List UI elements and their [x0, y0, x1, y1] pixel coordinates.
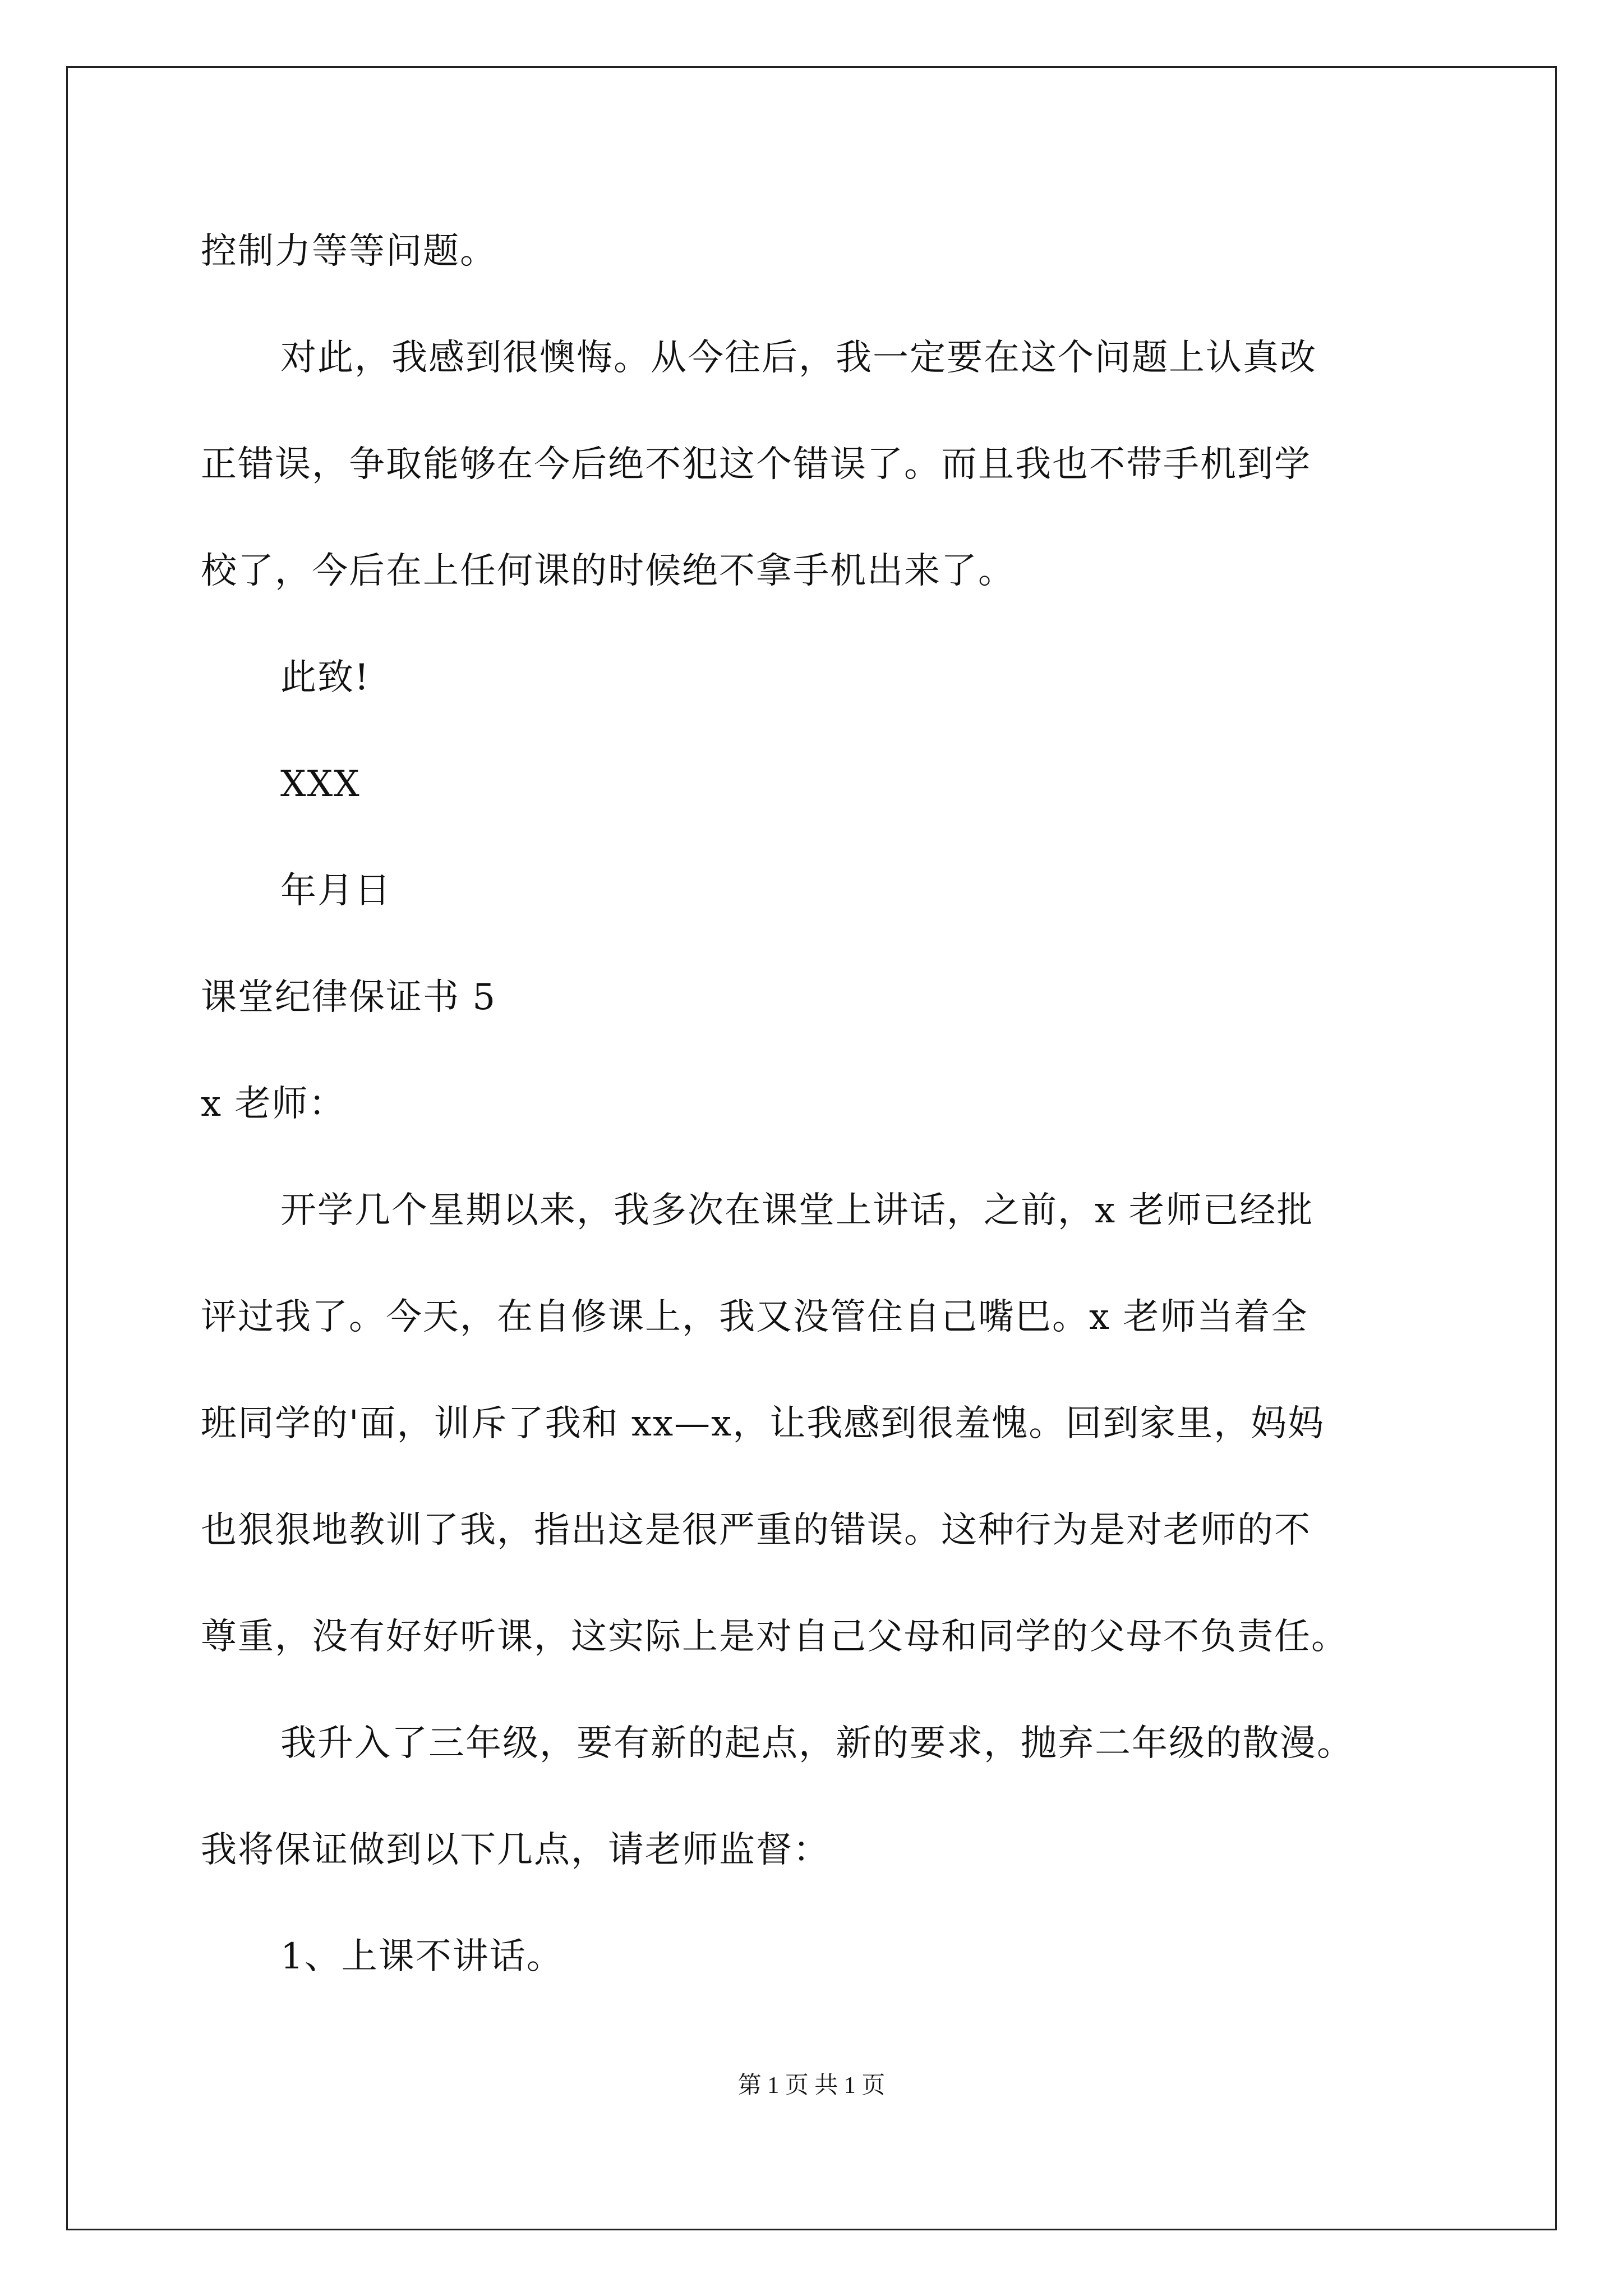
list-item: 1、上课不讲话。 [280, 1936, 564, 1977]
section-title: 课堂纪律保证书 5 [201, 977, 497, 1018]
signature-name: XXX [280, 763, 361, 805]
text-line: 我升入了三年级，要有新的起点，新的要求，抛弃二年级的散漫。 [280, 1723, 1354, 1764]
text-line: 班同学的'面，训斥了我和 xx—x，让我感到很羞愧。回到家里，妈妈 [201, 1403, 1325, 1444]
text-line: 开学几个星期以来，我多次在课堂上讲话，之前，x 老师已经批 [280, 1190, 1314, 1231]
text-line: 我将保证做到以下几点，请老师监督： [201, 1829, 830, 1871]
signature-date: 年月日 [280, 870, 391, 912]
closing-salutation: 此致! [280, 657, 370, 698]
text-line: 评过我了。今天，在自修课上，我又没管住自己嘴巴。x 老师当着全 [201, 1296, 1308, 1338]
text-line: 也狠狠地教训了我，指出这是很严重的错误。这种行为是对老师的不 [201, 1510, 1311, 1551]
text-line: 控制力等等问题。 [201, 231, 497, 272]
salutation: x 老师： [201, 1083, 346, 1125]
page-footer: 第 1 页 共 1 页 [737, 2073, 886, 2099]
text-line: 正错误，争取能够在今后绝不犯这个错误了。而且我也不带手机到学 [201, 444, 1311, 485]
text-line: 校了，今后在上任何课的时候绝不拿手机出来了。 [201, 550, 1015, 592]
text-line: 尊重，没有好好听课，这实际上是对自己父母和同学的父母不负责任。 [201, 1616, 1348, 1658]
text-line: 对此，我感到很懊悔。从今往后，我一定要在这个问题上认真改 [280, 337, 1317, 379]
page-border [66, 66, 1557, 2230]
